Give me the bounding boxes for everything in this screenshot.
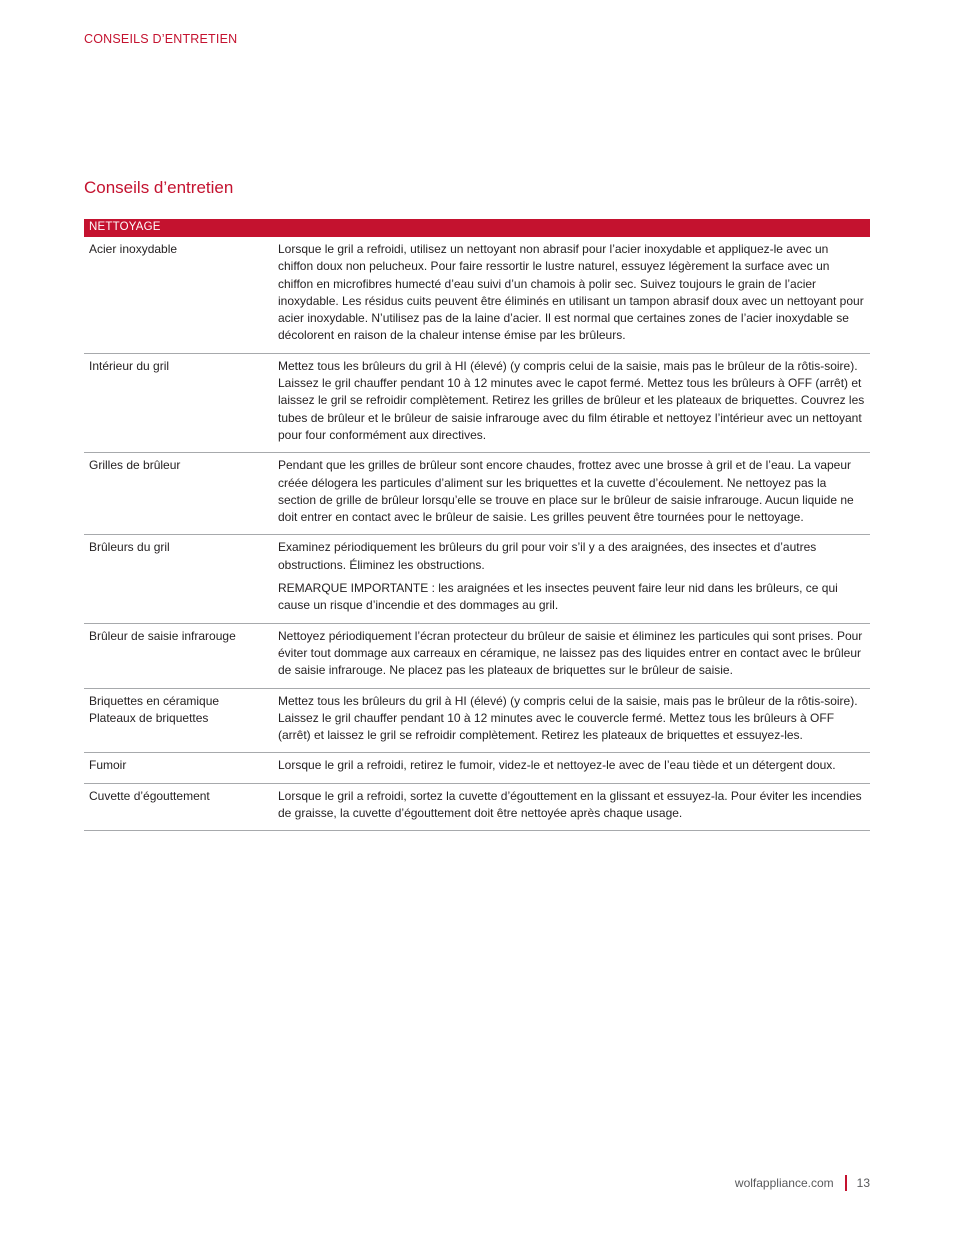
row-text: Examinez périodiquement les brûleurs du gril pour voir s’il y a des araignées, des insectes et d’autres obstructions. Éliminez les obstructions. (278, 540, 817, 572)
row-text: Pendant que les grilles de brûleur sont encore chaudes, frottez avec une brosse à gril et de l’eau. La vapeur créée délogera les particules d’aliment sur les briquettes et la cuvette d’écoulement. Ne nettoyez pas la section de grille de brûleur lorsqu’elle se trouve en place sur le brûleur de saisie infrarouge. Aucun liquide ne doit entrer en contact avec le brûleur de saisie. Les grilles peuvent être tournées pour le nettoyage. (278, 458, 854, 525)
table-row (84, 753, 870, 783)
row-text: Nettoyez périodiquement l’écran protecteur du brûleur de saisie et éliminez les particules qui sont prises. Pour éviter tout dommage aux carreaux en céramique, ne laissez pas des liquides entrer en contact avec le brûleur de saisie infrarouge. Ne placez pas les plateaux de briquettes sur le brûleur de saisie. (278, 628, 863, 678)
row-description (278, 788, 870, 823)
footer-divider (845, 1175, 847, 1191)
row-description (278, 628, 870, 680)
cleaning-table (84, 219, 870, 831)
important-note (278, 580, 866, 615)
section-title: Conseils d’entretien (84, 178, 234, 197)
row-label (84, 358, 278, 444)
row-label-line: Fumoir (89, 758, 127, 773)
row-text: Lorsque le gril a refroidi, utilisez un nettoyant non abrasif pour l’acier inoxydable et appliquez-le avec un chiffon doux non pelucheux. Pour faire ressortir le lustre naturel, essuyez légèrement la surface avec un chiffon en microfibres humecté d’eau suivi d’un chamois à polir sec. Suivez toujours le grain de l’acier inoxydable. Les résidus cuits peuvent être éliminés en utilisant un tampon abrasif doux avec un nettoyant pour acier inoxydable. N’utilisez pas de la laine d’acier. Il est normal que certaines zones de l’acier inoxydable se décolorent en raison de la chaleur intense émise par les brûleurs. (278, 242, 864, 343)
page-footer (0, 1174, 870, 1192)
row-label (84, 539, 278, 614)
row-label-line: Cuvette d’égouttement (89, 788, 210, 803)
row-description (278, 457, 870, 526)
important-note-text: les araignées et les insectes peuvent faire leur nid dans les brûleurs, ce qui cause un risque d’incendie et des dommages au gril. (278, 581, 838, 613)
row-label (84, 457, 278, 526)
row-label-line: Brûleurs du gril (89, 540, 170, 555)
running-head: CONSEILS D’ENTRETIEN (84, 32, 238, 46)
table-row (84, 354, 870, 453)
row-description (278, 757, 870, 774)
table-header: NETTOYAGE (84, 219, 870, 237)
important-note-label: REMARQUE IMPORTANTE : (278, 581, 435, 596)
row-description (278, 693, 870, 745)
row-text: Mettez tous les brûleurs du gril à HI (élevé) (y compris celui de la saisie, mais pas le brûleur de la rôtis-soire). Laissez le gril chauffer pendant 10 à 12 minutes avec le couvercle fermé. Mettez tous les brûleurs à OFF (arrêt) et laissez le gril se refroidir complètement. Retirez les plateaux de briquettes et essuyez-les. (278, 693, 858, 743)
row-label-line: Acier inoxydable (89, 242, 178, 256)
row-label (84, 628, 278, 680)
row-text: Lorsque le gril a refroidi, retirez le fumoir, videz-le et nettoyez-le avec de l’eau tiède et un détergent doux. (278, 758, 836, 773)
table-row (84, 535, 870, 623)
table-row (84, 237, 870, 354)
footer-website: wolfappliance.com (734, 1176, 834, 1190)
row-label (84, 693, 278, 745)
row-label-line: Plateaux de briquettes (89, 710, 209, 725)
row-label-line: Briquettes en céramique (89, 693, 220, 708)
table-row (84, 453, 870, 535)
row-text: Mettez tous les brûleurs du gril à HI (élevé) (y compris celui de la saisie, mais pas le brûleur de la rôtis-soire). Laissez le gril chauffer pendant 10 à 12 minutes avec le capot fermé. Mettez tous les brûleurs à OFF (arrêt) et laissez le gril se refroidir complètement. Retirez les grilles de brûleur et les plateaux de briquettes. Couvrez les tubes de brûleur et le brûleur de saisie infrarouge avec du film étirable et nettoyez l’intérieur avec un nettoyant pour four conformément aux directives. (278, 358, 865, 442)
row-description (278, 358, 870, 444)
row-label (84, 757, 278, 774)
row-description (278, 539, 870, 614)
table-row (84, 784, 870, 832)
row-text: Lorsque le gril a refroidi, sortez la cuvette d’égouttement en la glissant et essuyez-la. Pour éviter les incendies de graisse, la cuvette d’égouttement doit être nettoyée après chaque usage. (278, 788, 862, 821)
table-body (84, 237, 870, 831)
table-row (84, 624, 870, 689)
table-row (84, 689, 870, 754)
row-label-line: Brûleur de saisie infrarouge (89, 628, 236, 643)
page-number: 13 (856, 1176, 870, 1190)
row-label-line: Intérieur du gril (89, 358, 170, 373)
row-label (84, 788, 278, 823)
row-label-line: Grilles de brûleur (89, 458, 181, 473)
row-description (278, 241, 870, 345)
row-label (84, 241, 278, 345)
